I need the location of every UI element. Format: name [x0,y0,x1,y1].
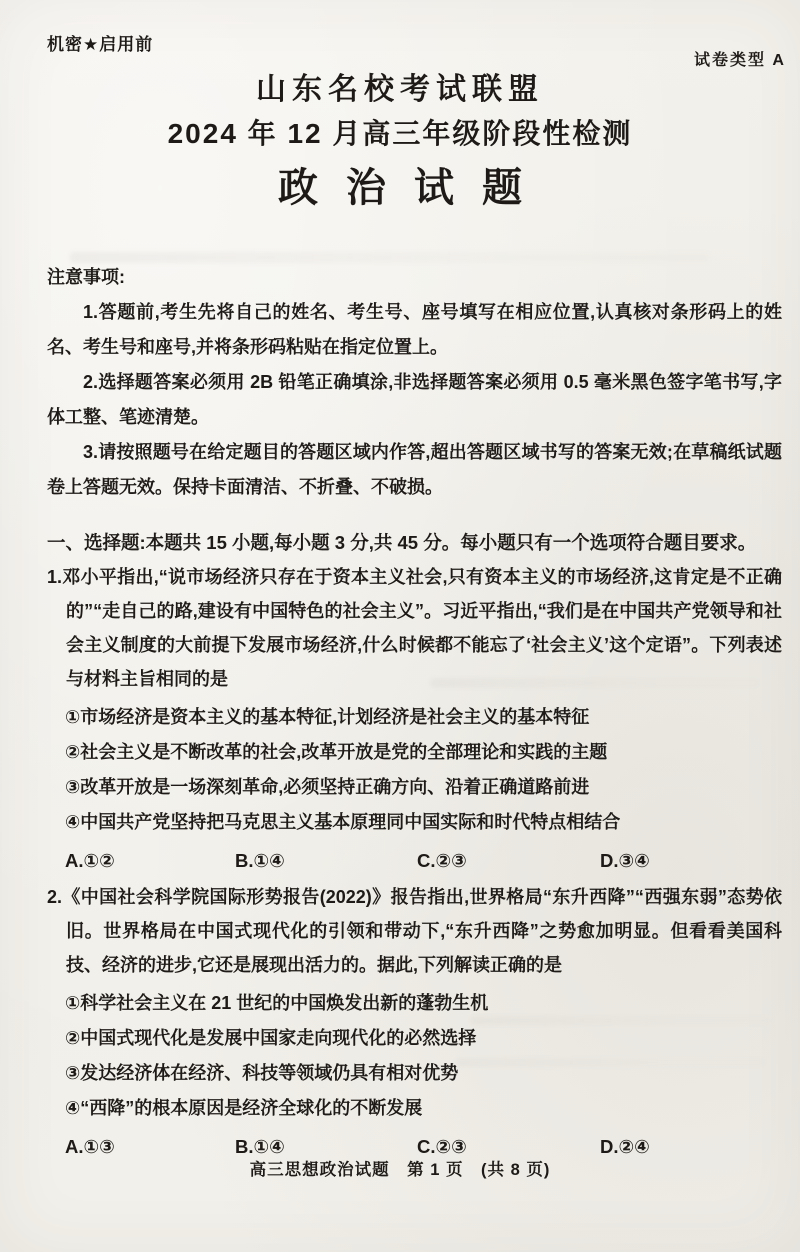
option-a-label: A. [65,1136,84,1157]
question-stem [47,560,782,696]
notices-section [47,260,782,505]
option-c-value: ②③ [435,850,467,871]
option-d-value: ③④ [618,850,650,871]
option-a-value: ①③ [83,1136,115,1157]
exam-league-title: 山东名校考试联盟 [256,73,544,106]
option-c-label: C. [417,1136,436,1157]
question-subitems [47,986,782,1126]
question-stem [47,880,782,982]
question-block-1 [47,560,782,876]
subitem-line-1: ①市场经济是资本主义的基本特征,计划经济是社会主义的基本特征 [65,707,590,727]
notice-item-1: 1.答题前,考生先将自己的姓名、考生号、座号填写在相应位置,认真核对条形码上的姓名、考生号和座号,并将条形码粘贴在指定位置上。 [47,302,782,357]
option-d-value: ②④ [618,1136,650,1157]
subitem-line-3: ③发达经济体在经济、科技等领域仍具有相对优势 [65,1063,459,1083]
page-footer: 高三思想政治试题 第 1 页 (共 8 页) [249,1161,551,1179]
option-c [417,846,600,876]
question-block-2 [47,880,782,1162]
option-a-value: ①② [83,850,115,871]
exam-subject-title: 政治试题 [278,166,550,210]
question-subitems [47,700,782,840]
notices-title: 注意事项: [47,267,125,287]
option-d-label: D. [600,1136,619,1157]
option-a [65,846,235,876]
option-b-value: ①④ [253,850,285,871]
option-a-label: A. [65,850,84,871]
exam-session-title: 2024 年 12 月高三年级阶段性检测 [167,118,633,149]
option-c-label: C. [417,850,436,871]
options-row [47,846,782,876]
subitem-line-2: ②社会主义是不断改革的社会,改革开放是党的全部理论和实践的主题 [65,742,608,762]
option-b [235,846,417,876]
question-number: 2. [47,887,63,907]
page-content [0,260,800,1162]
option-c-value: ②③ [435,1136,467,1157]
subitem-line-1: ①科学社会主义在 21 世纪的中国焕发出新的蓬勃生机 [65,993,489,1013]
option-b-label: B. [235,850,254,871]
option-b-label: B. [235,1136,254,1157]
subitem-line-3: ③改革开放是一场深刻革命,必须坚持正确方向、沿着正确道路前进 [65,777,590,797]
notice-item-3: 3.请按照题号在给定题目的答题区域内作答,超出答题区域书写的答案无效;在草稿纸试题卷上答题无效。保持卡面清洁、不折叠、不破损。 [47,442,782,497]
subitem-line-4: ④中国共产党坚持把马克思主义基本原理同中国实际和时代特点相结合 [65,812,621,832]
question-stem-text: 邓小平指出,“说市场经济只存在于资本主义社会,只有资本主义的市场经济,这肯定是不正确的”“走自己的路,建设有中国特色的社会主义”。习近平指出,“我们是在中国共产党领导和社会主义制度的大前提下发展市场经济,什么时候都不能忘了‘社会主义’这个定语”。下列表述与材料主旨相同的是 [62,567,782,689]
notice-item-2: 2.选择题答案必须用 2B 铅笔正确填涂,非选择题答案必须用 0.5 毫米黑色签字笔书写,字体工整、笔迹清楚。 [47,372,782,427]
option-b-value: ①④ [253,1136,285,1157]
subitem-line-2: ②中国式现代化是发展中国家走向现代化的必然选择 [65,1028,477,1048]
paper-type-label: 试卷类型 A [693,52,786,69]
subitem-line-4: ④“西降”的根本原因是经济全球化的不断发展 [65,1098,423,1118]
classification-label: 机密★启用前 [47,35,154,54]
option-d-label: D. [600,850,619,871]
section-heading-multiple-choice: 一、选择题:本题共 15 小题,每小题 3 分,共 45 分。每小题只有一个选项符合题目要求。 [47,532,757,553]
question-stem-text: 《中国社会科学院国际形势报告(2022)》报告指出,世界格局“东升西降”“西强东弱”态势依旧。世界格局在中国式现代化的引领和带动下,“东升西降”之势愈加明显。但看看美国科技、经济的进步,它还是展现出活力的。据此,下列解读正确的是 [62,887,782,975]
question-number: 1. [47,567,63,587]
option-d [600,846,650,876]
